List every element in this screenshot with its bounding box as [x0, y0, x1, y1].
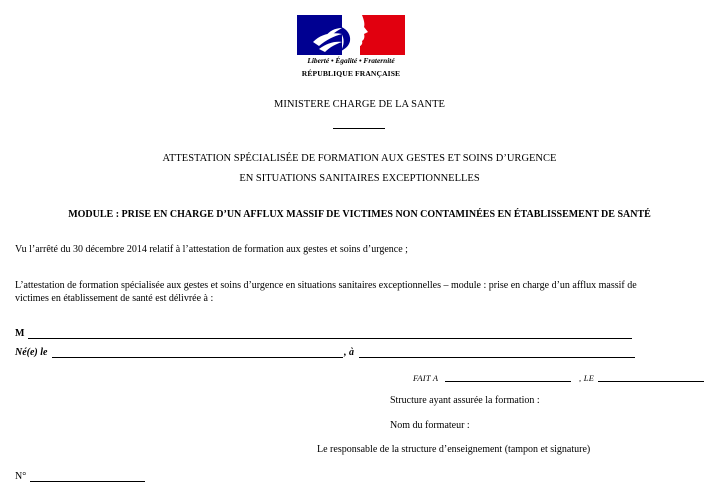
trainer-label: Nom du formateur :: [390, 420, 470, 431]
document-title-line1: ATTESTATION SPÉCIALISÉE DE FORMATION AUX GESTES ET SOINS D’URGENCE: [162, 153, 557, 164]
birth-date-label: Né(e) le: [15, 347, 48, 358]
responsible-signature-label: Le responsable de la structure d’enseignement (tampon et signature): [317, 444, 591, 455]
certificate-number-label: N°: [15, 471, 27, 482]
birth-place-label: , à: [344, 347, 354, 358]
birth-date-line: [52, 357, 343, 358]
statement-line1: L’attestation de formation spécialisée aux gestes et soins d’urgence en situations sanitaires exceptionnelles – module : prise en charge d’un afflux massif de: [15, 280, 637, 291]
marianne-emblem-icon: [297, 15, 405, 55]
done-at-line: [445, 381, 571, 382]
date-line: [598, 381, 704, 382]
birth-place-line: [359, 357, 635, 358]
date-label: , LE: [579, 374, 595, 383]
legal-reference: Vu l’arrêté du 30 décembre 2014 relatif à l’attestation de formation aux gestes et soins d’urgence ;: [15, 244, 408, 255]
document-title-line2: EN SITUATIONS SANITAIRES EXCEPTIONNELLES: [239, 173, 480, 184]
logo-republic-name: RÉPUBLIQUE FRANÇAISE: [301, 69, 401, 78]
recipient-label: M: [15, 328, 25, 339]
module-title: MODULE : PRISE EN CHARGE D’UN AFFLUX MASSIF DE VICTIMES NON CONTAMINÉES EN ÉTABLISSEMENT DE SANTÉ: [68, 209, 651, 220]
ministry-name: MINISTERE CHARGE DE LA SANTE: [274, 99, 445, 110]
certificate-number-line: [30, 481, 145, 482]
logo-motto: Liberté • Égalité • Fraternité: [307, 56, 395, 65]
header-separator: [333, 128, 385, 129]
recipient-name-line: [28, 338, 632, 339]
training-structure-label: Structure ayant assurée la formation :: [390, 395, 540, 406]
statement-line2: victimes en établissement de santé est délivrée à :: [15, 293, 214, 304]
done-at-label: FAIT A: [413, 374, 439, 383]
